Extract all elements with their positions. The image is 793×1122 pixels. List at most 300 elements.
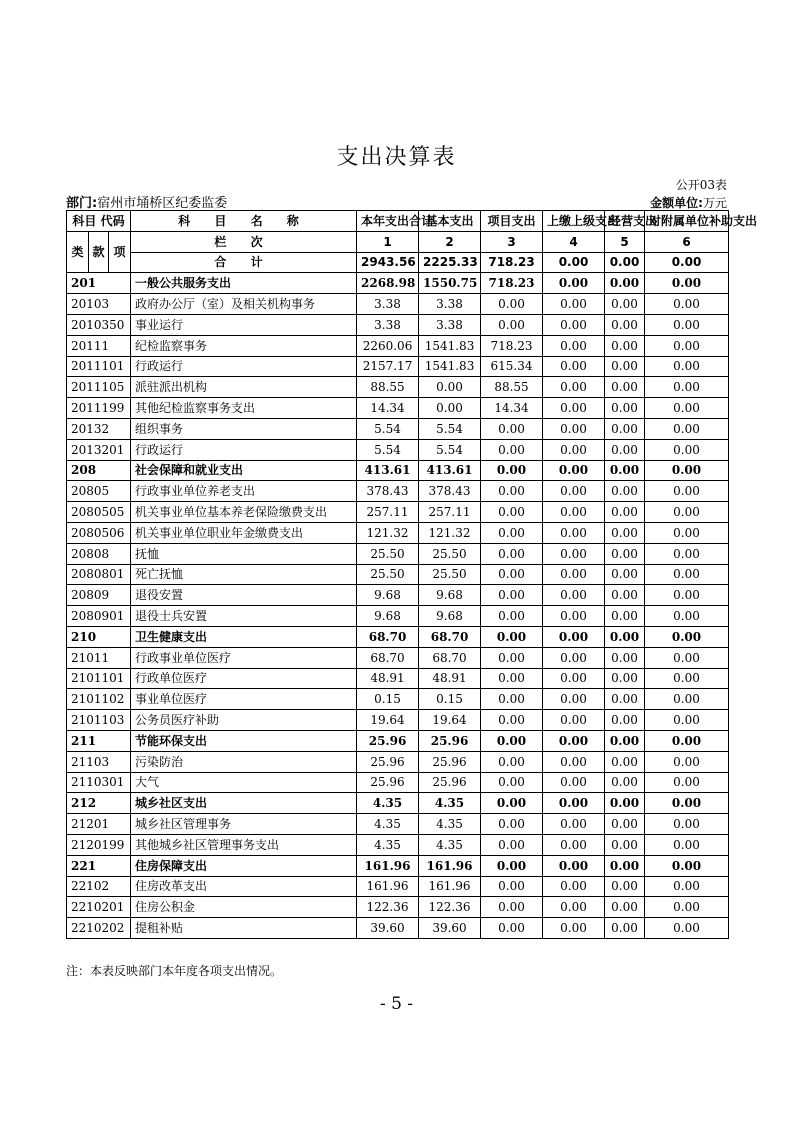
header-xiang: 项 (109, 231, 131, 273)
amount-cell: 161.96 (419, 876, 481, 897)
column-row-label: 栏 次 (131, 231, 357, 252)
subject-name: 机关事业单位基本养老保险缴费支出 (131, 502, 357, 523)
amount-cell: 0.00 (543, 439, 605, 460)
table-row (67, 314, 729, 335)
subject-name: 行政运行 (131, 439, 357, 460)
amount-cell: 0.00 (605, 897, 645, 918)
table-row (67, 439, 729, 460)
amount-cell: 5.54 (357, 418, 419, 439)
amount-cell: 413.61 (419, 460, 481, 481)
subject-name: 城乡社区支出 (131, 793, 357, 814)
amount-cell: 0.00 (645, 730, 729, 751)
amount-cell: 0.00 (605, 751, 645, 772)
subject-code: 21103 (67, 751, 131, 772)
amount-cell: 0.00 (645, 418, 729, 439)
subject-name: 公务员医疗补助 (131, 710, 357, 731)
amount-cell: 0.00 (645, 626, 729, 647)
amount-cell: 0.00 (605, 273, 645, 294)
subject-code: 20808 (67, 543, 131, 564)
amount-cell: 0.00 (481, 418, 543, 439)
amount-cell: 0.00 (645, 273, 729, 294)
amount-cell: 0.00 (645, 439, 729, 460)
amount-cell: 0.00 (481, 772, 543, 793)
amount-cell: 0.00 (481, 876, 543, 897)
col-num-6: 6 (645, 231, 729, 252)
amount-cell: 48.91 (419, 668, 481, 689)
amount-cell: 0.00 (543, 294, 605, 315)
amount-cell: 378.43 (357, 481, 419, 502)
amount-cell: 4.35 (419, 814, 481, 835)
amount-cell: 0.00 (605, 356, 645, 377)
amount-cell: 68.70 (419, 647, 481, 668)
amount-cell: 0.00 (645, 481, 729, 502)
form-number: 公开03表 (675, 178, 727, 192)
subject-code: 20805 (67, 481, 131, 502)
amount-cell: 0.00 (543, 793, 605, 814)
header-kuan: 款 (89, 231, 109, 273)
amount-cell: 0.00 (605, 668, 645, 689)
amount-cell: 0.00 (543, 897, 605, 918)
amount-cell: 0.00 (543, 606, 605, 627)
table-row (67, 876, 729, 897)
subject-code: 2210201 (67, 897, 131, 918)
total-value: 0.00 (543, 252, 605, 273)
amount-cell: 0.00 (481, 460, 543, 481)
table-row (67, 335, 729, 356)
amount-cell: 0.00 (605, 834, 645, 855)
subject-code: 21201 (67, 814, 131, 835)
subject-name: 行政运行 (131, 356, 357, 377)
total-value: 718.23 (481, 252, 543, 273)
table-row (67, 294, 729, 315)
amount-cell: 0.00 (645, 793, 729, 814)
subject-code: 22102 (67, 876, 131, 897)
amount-cell: 121.32 (419, 522, 481, 543)
amount-cell: 161.96 (357, 855, 419, 876)
amount-cell: 0.00 (543, 314, 605, 335)
amount-cell: 0.00 (481, 522, 543, 543)
amount-cell: 0.00 (481, 606, 543, 627)
amount-cell: 0.00 (481, 502, 543, 523)
subject-code: 20132 (67, 418, 131, 439)
amount-cell: 378.43 (419, 481, 481, 502)
table-row (67, 793, 729, 814)
table-row (67, 585, 729, 606)
amount-cell: 0.00 (605, 918, 645, 939)
subject-name: 提租补贴 (131, 918, 357, 939)
amount-cell: 0.00 (645, 647, 729, 668)
subject-code: 208 (67, 460, 131, 481)
amount-cell: 39.60 (357, 918, 419, 939)
page-title: 支出决算表 (336, 145, 457, 170)
amount-cell: 0.00 (605, 377, 645, 398)
subject-name: 派驻派出机构 (131, 377, 357, 398)
amount-cell: 0.00 (605, 314, 645, 335)
subject-name: 城乡社区管理事务 (131, 814, 357, 835)
amount-cell: 0.00 (645, 314, 729, 335)
amount-cell: 0.00 (605, 502, 645, 523)
amount-cell: 0.00 (543, 751, 605, 772)
amount-cell: 0.00 (605, 855, 645, 876)
header-lei: 类 (67, 231, 89, 273)
amount-cell: 257.11 (357, 502, 419, 523)
amount-cell: 0.00 (543, 398, 605, 419)
amount-cell: 0.00 (481, 481, 543, 502)
subject-name: 行政事业单位医疗 (131, 647, 357, 668)
subject-name: 抚恤 (131, 543, 357, 564)
subject-name: 退役士兵安置 (131, 606, 357, 627)
subject-name: 节能环保支出 (131, 730, 357, 751)
amount-cell: 718.23 (481, 335, 543, 356)
amount-cell: 2268.98 (357, 273, 419, 294)
subject-code: 2101103 (67, 710, 131, 731)
amount-cell: 0.00 (543, 481, 605, 502)
header-col-4: 上缴上级支出 (543, 211, 605, 232)
amount-cell: 0.00 (645, 522, 729, 543)
amount-cell: 0.00 (543, 689, 605, 710)
amount-cell: 25.50 (357, 564, 419, 585)
amount-cell: 0.00 (481, 897, 543, 918)
col-num-5: 5 (605, 231, 645, 252)
subject-code: 2011199 (67, 398, 131, 419)
page-number: - 5 - (379, 994, 414, 1014)
amount-cell: 0.15 (357, 689, 419, 710)
amount-cell: 0.00 (605, 585, 645, 606)
amount-cell: 0.00 (543, 418, 605, 439)
amount-cell: 0.00 (481, 626, 543, 647)
subject-name: 退役安置 (131, 585, 357, 606)
amount-cell: 122.36 (419, 897, 481, 918)
amount-cell: 25.96 (419, 772, 481, 793)
subject-name: 纪检监察事务 (131, 335, 357, 356)
unit-value: 万元 (702, 196, 727, 210)
amount-cell: 0.00 (645, 564, 729, 585)
amount-cell: 0.00 (605, 564, 645, 585)
amount-cell: 88.55 (357, 377, 419, 398)
subject-name: 死亡抚恤 (131, 564, 357, 585)
amount-cell: 25.96 (357, 751, 419, 772)
total-label: 合 计 (131, 252, 357, 273)
amount-cell: 14.34 (481, 398, 543, 419)
amount-cell: 19.64 (419, 710, 481, 731)
subject-name: 其他城乡社区管理事务支出 (131, 834, 357, 855)
table-row (67, 834, 729, 855)
amount-cell: 161.96 (357, 876, 419, 897)
amount-cell: 0.00 (481, 668, 543, 689)
total-row (67, 252, 729, 273)
amount-cell: 0.00 (543, 502, 605, 523)
amount-cell: 4.35 (357, 834, 419, 855)
amount-cell: 68.70 (357, 626, 419, 647)
amount-cell: 0.00 (481, 647, 543, 668)
amount-cell: 0.00 (543, 522, 605, 543)
subject-code: 20809 (67, 585, 131, 606)
amount-cell: 0.00 (645, 668, 729, 689)
subject-code: 211 (67, 730, 131, 751)
subject-name: 行政单位医疗 (131, 668, 357, 689)
table-row (67, 918, 729, 939)
amount-cell: 0.00 (481, 855, 543, 876)
amount-cell: 0.00 (481, 439, 543, 460)
amount-cell: 4.35 (357, 814, 419, 835)
subject-code: 2080505 (67, 502, 131, 523)
amount-cell: 0.00 (645, 356, 729, 377)
subject-code: 20103 (67, 294, 131, 315)
table-row (67, 751, 729, 772)
amount-cell: 48.91 (357, 668, 419, 689)
table-row (67, 460, 729, 481)
subject-name: 其他纪检监察事务支出 (131, 398, 357, 419)
amount-cell: 615.34 (481, 356, 543, 377)
amount-cell: 0.00 (645, 772, 729, 793)
subject-name: 大气 (131, 772, 357, 793)
amount-cell: 0.00 (645, 460, 729, 481)
header-col-5: 经营支出 (605, 211, 645, 232)
expenditure-table (66, 210, 758, 939)
amount-cell: 0.00 (645, 834, 729, 855)
amount-cell: 0.00 (605, 606, 645, 627)
amount-cell: 0.00 (481, 751, 543, 772)
amount-cell: 0.00 (645, 585, 729, 606)
subject-code: 210 (67, 626, 131, 647)
amount-cell: 0.00 (645, 814, 729, 835)
table-row (67, 710, 729, 731)
table-row (67, 855, 729, 876)
amount-cell: 121.32 (357, 522, 419, 543)
amount-cell: 0.00 (645, 398, 729, 419)
amount-cell: 25.50 (419, 543, 481, 564)
amount-cell: 4.35 (419, 793, 481, 814)
subject-code: 21011 (67, 647, 131, 668)
table-row (67, 647, 729, 668)
amount-cell: 19.64 (357, 710, 419, 731)
amount-cell: 0.00 (645, 918, 729, 939)
subject-name: 住房公积金 (131, 897, 357, 918)
amount-cell: 3.38 (419, 294, 481, 315)
subject-code: 2120199 (67, 834, 131, 855)
amount-cell: 2260.06 (357, 335, 419, 356)
amount-cell: 0.00 (481, 314, 543, 335)
table-row (67, 418, 729, 439)
table-row (67, 689, 729, 710)
amount-cell: 0.00 (543, 564, 605, 585)
amount-cell: 0.00 (481, 814, 543, 835)
subject-code: 2080801 (67, 564, 131, 585)
amount-cell: 0.00 (605, 876, 645, 897)
subject-name: 事业运行 (131, 314, 357, 335)
amount-cell: 0.00 (543, 273, 605, 294)
amount-cell: 1541.83 (419, 335, 481, 356)
header-col-1: 本年支出合计 (357, 211, 419, 232)
subject-code: 201 (67, 273, 131, 294)
header-code: 科目 代码 (67, 211, 131, 232)
header-col-6: 对附属单位补助支出 (645, 211, 729, 232)
col-num-3: 3 (481, 231, 543, 252)
amount-cell: 0.00 (645, 377, 729, 398)
table-row (67, 356, 729, 377)
amount-cell: 0.00 (645, 855, 729, 876)
amount-cell: 0.00 (645, 294, 729, 315)
total-value: 2225.33 (419, 252, 481, 273)
department-value: 宿州市埇桥区纪委监委 (97, 196, 228, 211)
amount-cell: 0.00 (645, 897, 729, 918)
amount-cell: 718.23 (481, 273, 543, 294)
amount-cell: 0.00 (605, 689, 645, 710)
unit-label: 金额单位: (650, 196, 703, 210)
amount-cell: 0.00 (481, 918, 543, 939)
amount-cell: 0.00 (543, 730, 605, 751)
col-num-4: 4 (543, 231, 605, 252)
amount-cell: 9.68 (357, 585, 419, 606)
table-row (67, 564, 729, 585)
amount-cell: 0.00 (645, 335, 729, 356)
amount-cell: 68.70 (357, 647, 419, 668)
amount-cell: 25.50 (357, 543, 419, 564)
col-num-2: 2 (419, 231, 481, 252)
subject-code: 221 (67, 855, 131, 876)
amount-cell: 0.00 (605, 647, 645, 668)
amount-cell: 3.38 (357, 294, 419, 315)
total-value: 0.00 (605, 252, 645, 273)
amount-cell: 0.00 (481, 585, 543, 606)
amount-cell: 0.00 (645, 606, 729, 627)
amount-cell: 0.00 (543, 814, 605, 835)
amount-cell: 0.15 (419, 689, 481, 710)
amount-cell: 0.00 (605, 418, 645, 439)
amount-cell: 3.38 (419, 314, 481, 335)
amount-cell: 0.00 (543, 585, 605, 606)
amount-cell: 0.00 (605, 460, 645, 481)
subject-name: 污染防治 (131, 751, 357, 772)
table-row (67, 377, 729, 398)
subject-code: 2010350 (67, 314, 131, 335)
amount-cell: 0.00 (419, 398, 481, 419)
amount-cell: 0.00 (605, 522, 645, 543)
amount-cell: 0.00 (605, 730, 645, 751)
amount-cell: 0.00 (543, 377, 605, 398)
amount-cell: 257.11 (419, 502, 481, 523)
header-row (67, 211, 729, 232)
amount-cell: 14.34 (357, 398, 419, 419)
subject-code: 2101102 (67, 689, 131, 710)
subject-name: 事业单位医疗 (131, 689, 357, 710)
amount-cell: 9.68 (357, 606, 419, 627)
subject-name: 住房改革支出 (131, 876, 357, 897)
subject-code: 2210202 (67, 918, 131, 939)
amount-cell: 0.00 (605, 481, 645, 502)
subject-name: 社会保障和就业支出 (131, 460, 357, 481)
amount-cell: 0.00 (543, 647, 605, 668)
table-row (67, 273, 729, 294)
subject-name: 机关事业单位职业年金缴费支出 (131, 522, 357, 543)
amount-cell: 0.00 (543, 834, 605, 855)
subject-code: 2011101 (67, 356, 131, 377)
amount-cell: 5.54 (419, 418, 481, 439)
subject-code: 20111 (67, 335, 131, 356)
amount-unit (650, 194, 727, 211)
amount-cell: 5.54 (419, 439, 481, 460)
amount-cell: 413.61 (357, 460, 419, 481)
amount-cell: 25.96 (357, 772, 419, 793)
amount-cell: 0.00 (543, 710, 605, 731)
table-row (67, 481, 729, 502)
table-row (67, 668, 729, 689)
amount-cell: 0.00 (543, 460, 605, 481)
subject-code: 2080901 (67, 606, 131, 627)
header-col-2: 基本支出 (419, 211, 481, 232)
col-num-1: 1 (357, 231, 419, 252)
table-row (67, 606, 729, 627)
amount-cell: 0.00 (481, 834, 543, 855)
amount-cell: 0.00 (543, 543, 605, 564)
amount-cell: 0.00 (543, 876, 605, 897)
subject-code: 2013201 (67, 439, 131, 460)
header-col-3: 项目支出 (481, 211, 543, 232)
amount-cell: 0.00 (543, 335, 605, 356)
department-label: 部门: (66, 196, 98, 211)
table-row (67, 502, 729, 523)
table-row (67, 398, 729, 419)
amount-cell: 0.00 (605, 294, 645, 315)
amount-cell: 0.00 (543, 918, 605, 939)
amount-cell: 0.00 (543, 356, 605, 377)
amount-cell: 2157.17 (357, 356, 419, 377)
amount-cell: 0.00 (645, 502, 729, 523)
table-row (67, 626, 729, 647)
amount-cell: 122.36 (357, 897, 419, 918)
amount-cell: 88.55 (481, 377, 543, 398)
subject-name: 行政事业单位养老支出 (131, 481, 357, 502)
amount-cell: 0.00 (543, 626, 605, 647)
amount-cell: 4.35 (419, 834, 481, 855)
amount-cell: 25.96 (419, 730, 481, 751)
amount-cell: 0.00 (481, 294, 543, 315)
subject-code: 212 (67, 793, 131, 814)
subject-code: 2011105 (67, 377, 131, 398)
amount-cell: 0.00 (605, 793, 645, 814)
table-row (67, 897, 729, 918)
subject-name: 一般公共服务支出 (131, 273, 357, 294)
amount-cell: 9.68 (419, 606, 481, 627)
amount-cell: 0.00 (605, 772, 645, 793)
total-value: 0.00 (645, 252, 729, 273)
table-row (67, 730, 729, 751)
amount-cell: 1541.83 (419, 356, 481, 377)
subject-name: 政府办公厅（室）及相关机构事务 (131, 294, 357, 315)
amount-cell: 0.00 (481, 689, 543, 710)
amount-cell: 0.00 (481, 710, 543, 731)
amount-cell: 1550.75 (419, 273, 481, 294)
amount-cell: 25.96 (419, 751, 481, 772)
amount-cell: 25.50 (419, 564, 481, 585)
table-row (67, 522, 729, 543)
amount-cell: 0.00 (605, 398, 645, 419)
subject-name: 住房保障支出 (131, 855, 357, 876)
amount-cell: 0.00 (605, 439, 645, 460)
amount-cell: 0.00 (605, 543, 645, 564)
amount-cell: 0.00 (645, 751, 729, 772)
amount-cell: 0.00 (481, 730, 543, 751)
amount-cell: 0.00 (645, 543, 729, 564)
amount-cell: 0.00 (605, 814, 645, 835)
amount-cell: 68.70 (419, 626, 481, 647)
amount-cell: 0.00 (543, 855, 605, 876)
amount-cell: 0.00 (645, 689, 729, 710)
amount-cell: 4.35 (357, 793, 419, 814)
subject-name: 卫生健康支出 (131, 626, 357, 647)
amount-cell: 0.00 (481, 564, 543, 585)
amount-cell: 0.00 (481, 793, 543, 814)
